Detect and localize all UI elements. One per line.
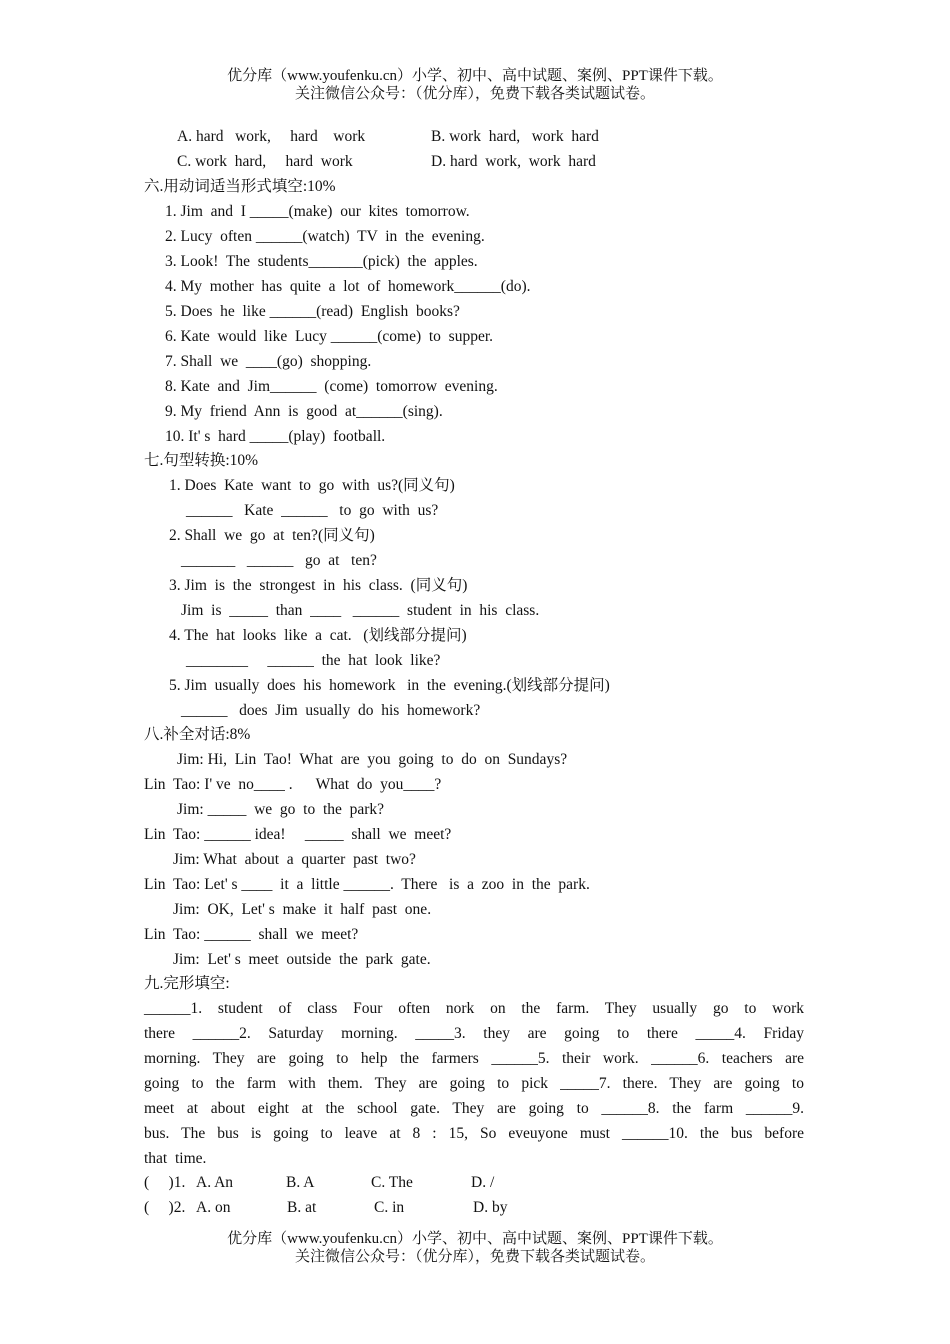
dialogue-line-3: Jim: _____ we go to the park?: [177, 801, 385, 818]
page-header-line-2: 关注微信公众号：（优分库），免费下载各类试题试卷。: [294, 86, 655, 102]
s6-item-2: 2. Lucy often ______(watch) TV in the evening.: [165, 228, 485, 245]
choice-1-d: D. /: [471, 1174, 495, 1191]
s7-answer-4: ________ ______ the hat look like?: [186, 652, 441, 669]
dialogue-line-7: Jim: OK, Let' s make it half past one.: [173, 901, 432, 918]
s6-item-3: 3. Look! The students_______(pick) the apples.: [165, 253, 478, 270]
choice-2-c: C. in: [374, 1199, 405, 1216]
passage-line-4: going to the farm with them. They are going to pick _____7. there. They are going to: [144, 1075, 804, 1092]
dialogue-line-6: Lin Tao: Let' s ____ it a little ______. There is a zoo in the park.: [144, 876, 590, 893]
choice-2-paren: ( )2.: [144, 1199, 186, 1216]
s7-answer-5: ______ does Jim usually do his homework?: [181, 702, 481, 719]
s7-answer-1: ______ Kate ______ to go with us?: [186, 502, 439, 519]
option-b-row1: B. work hard, work hard: [431, 128, 599, 145]
section-7-title: 七.句型转换:10%: [144, 452, 259, 469]
s7-question-3: 3. Jim is the strongest in his class. (同义句): [169, 577, 468, 594]
passage-line-5: meet at about eight at the school gate. They are going to ______8. the farm ______9.: [144, 1100, 804, 1117]
passage-line-3: morning. They are going to help the farmers ______5. their work. ______6. teachers are: [144, 1050, 804, 1067]
s6-item-10: 10. It' s hard _____(play) football.: [165, 428, 386, 445]
s7-question-1: 1. Does Kate want to go with us?(同义句): [169, 477, 455, 494]
s6-item-5: 5. Does he like ______(read) English books?: [165, 303, 460, 320]
s6-item-9: 9. My friend Ann is good at______(sing).: [165, 403, 443, 420]
s7-answer-2: _______ ______ go at ten?: [181, 552, 377, 569]
choice-2-b: B. at: [287, 1199, 317, 1216]
dialogue-line-4: Lin Tao: ______ idea! _____ shall we meet?: [144, 826, 452, 843]
choice-1-paren: ( )1.: [144, 1174, 186, 1191]
dialogue-line-5: Jim: What about a quarter past two?: [173, 851, 416, 868]
s7-question-4: 4. The hat looks like a cat. (划线部分提问): [169, 627, 467, 644]
section-6-title: 六.用动词适当形式填空:10%: [144, 178, 336, 195]
passage-line-7: that time.: [144, 1150, 207, 1167]
s6-item-4: 4. My mother has quite a lot of homework______(do).: [165, 278, 531, 295]
dialogue-line-9: Jim: Let' s meet outside the park gate.: [173, 951, 431, 968]
choice-1-a: A. An: [196, 1174, 234, 1191]
option-a-row1: A. hard work, hard work: [177, 128, 366, 145]
dialogue-line-8: Lin Tao: ______ shall we meet?: [144, 926, 359, 943]
s7-question-5: 5. Jim usually does his homework in the evening.(划线部分提问): [169, 677, 610, 694]
s6-item-1: 1. Jim and I _____(make) our kites tomorrow.: [165, 203, 470, 220]
s7-question-2: 2. Shall we go at ten?(同义句): [169, 527, 375, 544]
dialogue-line-1: Jim: Hi, Lin Tao! What are you going to do on Sundays?: [177, 751, 568, 768]
section-8-title: 八.补全对话:8%: [144, 726, 251, 743]
option-d-row2: D. hard work, work hard: [431, 153, 596, 170]
passage-line-6: bus. The bus is going to leave at 8 : 15, So eveuyone must ______10. the bus before: [144, 1125, 804, 1142]
option-c-row2: C. work hard, hard work: [177, 153, 353, 170]
page-header-line-1: 优分库（www.youfenku.cn）小学、初中、高中试题、案例、PPT课件下载。: [227, 68, 723, 84]
section-9-title: 九.完形填空:: [144, 975, 230, 992]
page-footer-line-2: 关注微信公众号：（优分库），免费下载各类试题试卷。: [294, 1249, 655, 1265]
choice-2-a: A. on: [196, 1199, 231, 1216]
page-footer-line-1: 优分库（www.youfenku.cn）小学、初中、高中试题、案例、PPT课件下载。: [227, 1231, 723, 1247]
s7-answer-3: Jim is _____ than ____ ______ student in his class.: [181, 602, 540, 619]
s6-item-8: 8. Kate and Jim______ (come) tomorrow evening.: [165, 378, 498, 395]
passage-line-1: ______1. student of class Four often nork on the farm. They usually go to work: [144, 1000, 804, 1017]
passage-line-2: there ______2. Saturday morning. _____3. they are going to there _____4. Friday: [144, 1025, 804, 1042]
choice-1-c: C. The: [371, 1174, 413, 1191]
dialogue-line-2: Lin Tao: I' ve no____ . What do you____?: [144, 776, 442, 793]
choice-2-d: D. by: [473, 1199, 508, 1216]
s6-item-7: 7. Shall we ____(go) shopping.: [165, 353, 372, 370]
s6-item-6: 6. Kate would like Lucy ______(come) to supper.: [165, 328, 494, 345]
choice-1-b: B. A: [286, 1174, 315, 1191]
